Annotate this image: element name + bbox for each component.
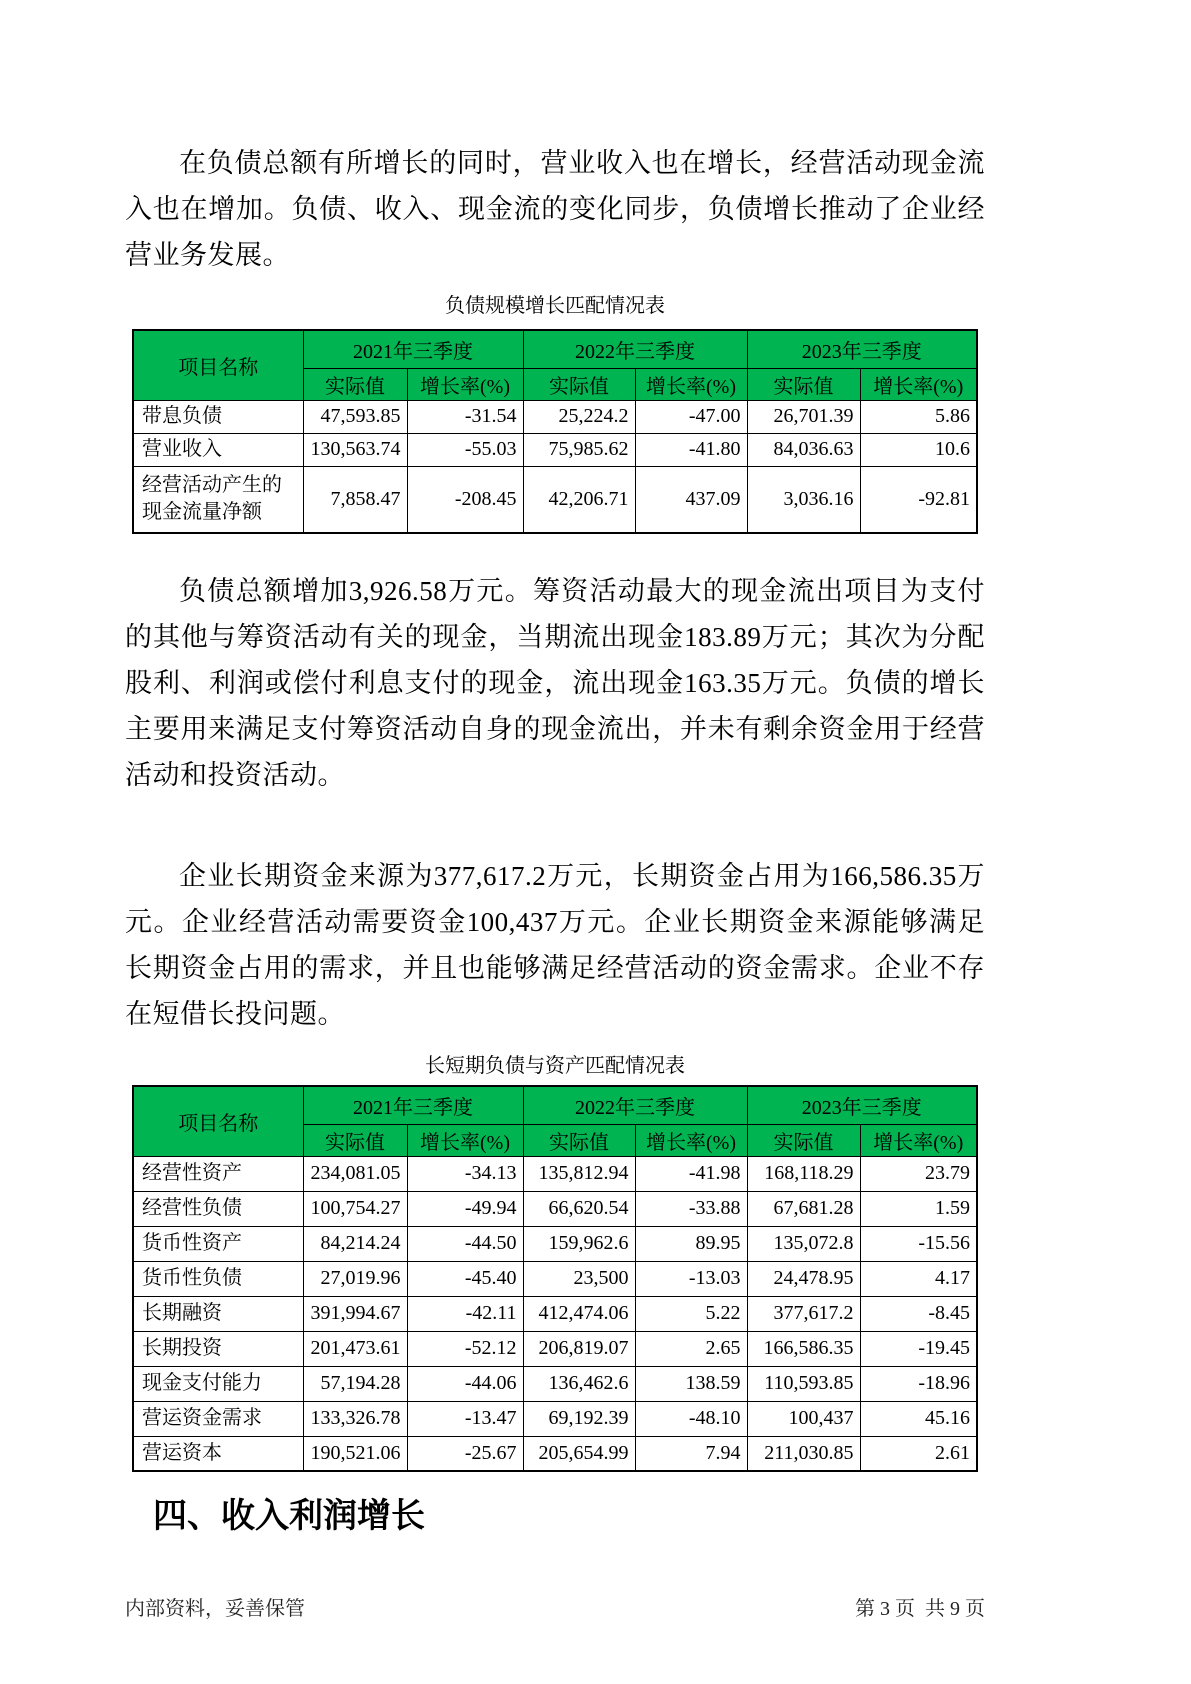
cell-value: 75,985.62 (523, 433, 635, 466)
cell-value: 3,036.16 (747, 466, 860, 533)
cell-value: 84,036.63 (747, 433, 860, 466)
cell-value: 2.65 (635, 1331, 747, 1366)
table-row (133, 1366, 977, 1401)
cell-value: -41.98 (635, 1156, 747, 1191)
table1-subheader-growth-2023: 增长率(%) (860, 368, 977, 400)
cell-value: 45.16 (860, 1401, 977, 1436)
cell-value: 100,437 (747, 1401, 860, 1436)
table-row (133, 1436, 977, 1471)
cell-value: -25.67 (407, 1436, 523, 1471)
cell-value: 89.95 (635, 1226, 747, 1261)
cell-value: 130,563.74 (303, 433, 407, 466)
cell-value: -52.12 (407, 1331, 523, 1366)
cell-value: 67,681.28 (747, 1191, 860, 1226)
page-footer (125, 1592, 985, 1621)
table2-subheader-actual-2022: 实际值 (523, 1124, 635, 1156)
table1-subheader-actual-2023: 实际值 (747, 368, 860, 400)
table1-year-2023-header: 2023年三季度 (747, 330, 977, 368)
cell-value: -13.47 (407, 1401, 523, 1436)
paragraph-longterm-funding: 企业长期资金来源为377,617.2万元，长期资金占用为166,586.35万元。企业经营活动需要资金100,437万元。企业长期资金来源能够满足长期资金占用的需求，并且也能够满足经营活动的资金需求。企业不存在短借长投问题。 (125, 861, 985, 1029)
cell-value: 100,754.27 (303, 1191, 407, 1226)
cell-value: -18.96 (860, 1366, 977, 1401)
table1-subheader-growth-2021: 增长率(%) (407, 368, 523, 400)
table-row (133, 1191, 977, 1226)
row-label: 经营活动产生的现金流量净额 (133, 466, 303, 533)
cell-value: 69,192.39 (523, 1401, 635, 1436)
row-label: 营运资金需求 (133, 1401, 303, 1436)
cell-value: -55.03 (407, 433, 523, 466)
table2-subheader-growth-2022: 增长率(%) (635, 1124, 747, 1156)
cell-value: 110,593.85 (747, 1366, 860, 1401)
cell-value: -49.94 (407, 1191, 523, 1226)
section-heading-revenue-profit-growth: 四、收入利润增长 (153, 1497, 425, 1535)
table1-year-2021-header: 2021年三季度 (303, 330, 523, 368)
cell-value: 391,994.67 (303, 1296, 407, 1331)
table-row (133, 1401, 977, 1436)
table1-corner-header: 项目名称 (133, 330, 303, 400)
row-label: 长期融资 (133, 1296, 303, 1331)
cell-value: 159,962.6 (523, 1226, 635, 1261)
cell-value: 190,521.06 (303, 1436, 407, 1471)
cell-value: 138.59 (635, 1366, 747, 1401)
table1-year-2022-header: 2022年三季度 (523, 330, 747, 368)
table1-subheader-actual-2021: 实际值 (303, 368, 407, 400)
table-row (133, 433, 977, 466)
cell-value: -92.81 (860, 466, 977, 533)
cell-value: 23,500 (523, 1261, 635, 1296)
cell-value: 26,701.39 (747, 400, 860, 433)
cell-value: 2.61 (860, 1436, 977, 1471)
table1-subheader-growth-2022: 增长率(%) (635, 368, 747, 400)
table2-year-2022-header: 2022年三季度 (523, 1086, 747, 1124)
cell-value: 25,224.2 (523, 400, 635, 433)
cell-value: 23.79 (860, 1156, 977, 1191)
cell-value: 66,620.54 (523, 1191, 635, 1226)
cell-value: -31.54 (407, 400, 523, 433)
cell-value: -44.06 (407, 1366, 523, 1401)
cell-value: 205,654.99 (523, 1436, 635, 1471)
row-label: 经营性资产 (133, 1156, 303, 1191)
cell-value: 201,473.61 (303, 1331, 407, 1366)
cell-value: 7,858.47 (303, 466, 407, 533)
cell-value: 136,462.6 (523, 1366, 635, 1401)
row-label: 带息负债 (133, 400, 303, 433)
row-label: 营业收入 (133, 433, 303, 466)
cell-value: 7.94 (635, 1436, 747, 1471)
cell-value: 135,072.8 (747, 1226, 860, 1261)
cell-value: 135,812.94 (523, 1156, 635, 1191)
cell-value: -47.00 (635, 400, 747, 433)
footer-confidential-note: 内部资料，妥善保管 (125, 1598, 305, 1620)
table-row (133, 1156, 977, 1191)
table2-year-2023-header: 2023年三季度 (747, 1086, 977, 1124)
row-label: 现金支付能力 (133, 1366, 303, 1401)
cell-value: 24,478.95 (747, 1261, 860, 1296)
cell-value: 42,206.71 (523, 466, 635, 533)
cell-value: 437.09 (635, 466, 747, 533)
page-content (125, 0, 985, 1536)
cell-value: 206,819.07 (523, 1331, 635, 1366)
cell-value: -208.45 (407, 466, 523, 533)
table-row (133, 1226, 977, 1261)
cell-value: 168,118.29 (747, 1156, 860, 1191)
cell-value: 412,474.06 (523, 1296, 635, 1331)
row-label: 经营性负债 (133, 1191, 303, 1226)
table-row (133, 1261, 977, 1296)
cell-value: 234,081.05 (303, 1156, 407, 1191)
cell-value: -45.40 (407, 1261, 523, 1296)
cell-value: -44.50 (407, 1226, 523, 1261)
cell-value: 5.22 (635, 1296, 747, 1331)
table2-subheader-actual-2023: 实际值 (747, 1124, 860, 1156)
table1-subheader-actual-2022: 实际值 (523, 368, 635, 400)
table-row (133, 466, 977, 533)
row-label: 长期投资 (133, 1331, 303, 1366)
cell-value: -19.45 (860, 1331, 977, 1366)
footer-page-number: 第 3 页 共 9 页 (855, 1598, 985, 1620)
cell-value: 27,019.96 (303, 1261, 407, 1296)
cell-value: 133,326.78 (303, 1401, 407, 1436)
table2-subheader-growth-2023: 增长率(%) (860, 1124, 977, 1156)
table2-year-2021-header: 2021年三季度 (303, 1086, 523, 1124)
cell-value: -48.10 (635, 1401, 747, 1436)
table1-title: 负债规模增长匹配情况表 (445, 295, 665, 317)
cell-value: -33.88 (635, 1191, 747, 1226)
table2-title: 长短期负债与资产匹配情况表 (425, 1055, 685, 1077)
row-label: 货币性负债 (133, 1261, 303, 1296)
table-row (133, 1331, 977, 1366)
table-row (133, 400, 977, 433)
table2-subheader-growth-2021: 增长率(%) (407, 1124, 523, 1156)
cell-value: 47,593.85 (303, 400, 407, 433)
cell-value: 4.17 (860, 1261, 977, 1296)
cell-value: 1.59 (860, 1191, 977, 1226)
paragraph-debt-growth-summary: 在负债总额有所增长的同时，营业收入也在增长，经营活动现金流入也在增加。负债、收入、现金流的变化同步，负债增长推动了企业经营业务发展。 (125, 148, 985, 270)
table2-subheader-actual-2021: 实际值 (303, 1124, 407, 1156)
cell-value: -8.45 (860, 1296, 977, 1331)
debt-asset-matching-table (132, 1085, 978, 1472)
cell-value: 166,586.35 (747, 1331, 860, 1366)
row-label: 货币性资产 (133, 1226, 303, 1261)
paragraph-financing-cash-outflow: 负债总额增加3,926.58万元。筹资活动最大的现金流出项目为支付的其他与筹资活动有关的现金，当期流出现金183.89万元；其次为分配股利、利润或偿付利息支付的现金，流出现金163.35万元。负债的增长主要用来满足支付筹资活动自身的现金流出，并未有剩余资金用于经营活动和投资活动。 (125, 576, 985, 790)
cell-value: -15.56 (860, 1226, 977, 1261)
cell-value: 10.6 (860, 433, 977, 466)
cell-value: 5.86 (860, 400, 977, 433)
cell-value: -41.80 (635, 433, 747, 466)
table-row (133, 1296, 977, 1331)
cell-value: 211,030.85 (747, 1436, 860, 1471)
cell-value: 57,194.28 (303, 1366, 407, 1401)
row-label: 营运资本 (133, 1436, 303, 1471)
cell-value: 84,214.24 (303, 1226, 407, 1261)
cell-value: 377,617.2 (747, 1296, 860, 1331)
table2-corner-header: 项目名称 (133, 1086, 303, 1156)
cell-value: -34.13 (407, 1156, 523, 1191)
cell-value: -13.03 (635, 1261, 747, 1296)
cell-value: -42.11 (407, 1296, 523, 1331)
debt-scale-growth-table (132, 329, 978, 534)
